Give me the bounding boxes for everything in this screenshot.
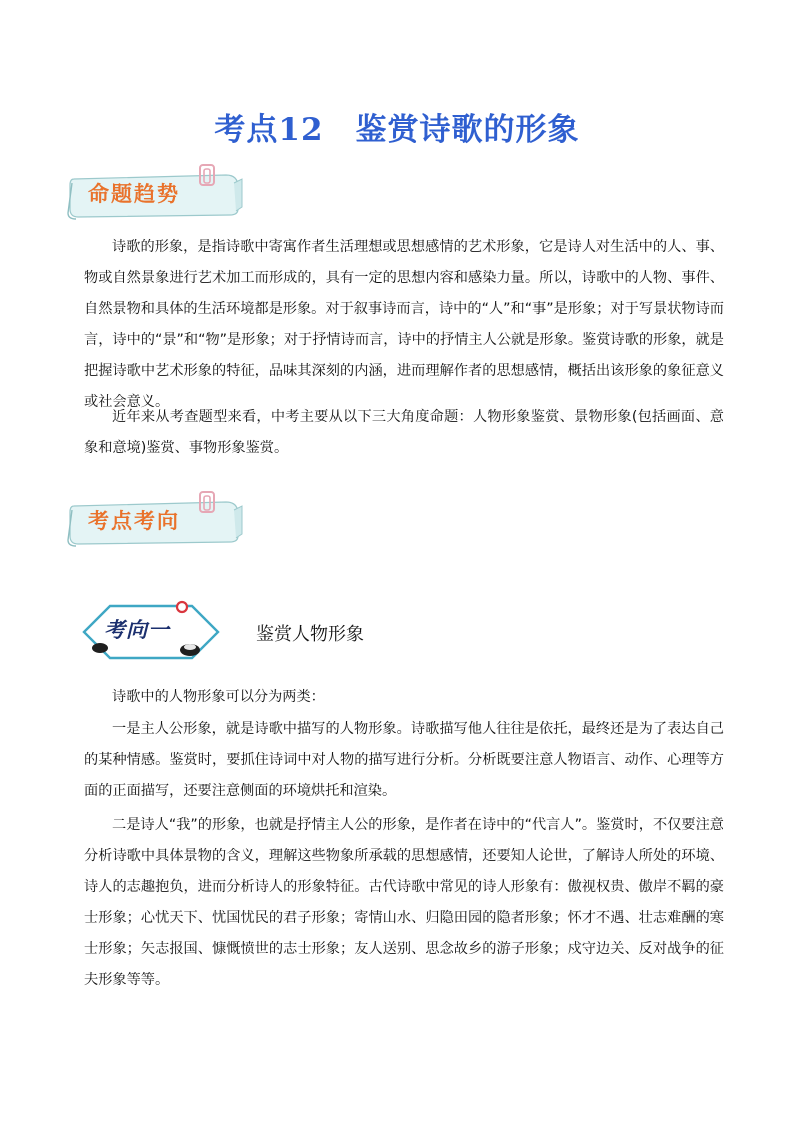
subsection-badge-label: 考向一 — [104, 617, 170, 642]
page-title: 考点12 鉴赏诗歌的形象 — [214, 112, 580, 148]
dot-icon — [92, 643, 108, 653]
subsection-paragraph-1: 一是主人公形象，就是诗歌中描写的人物形象。诗歌描写他人往往是依托，最终还是为了表达自己的某种情感。鉴赏时，要抓住诗词中对人物的描写进行分析。分析既要注意人物语言、动作、心理等方面的正面描写，还要注意侧面的环境烘托和渲染。 — [84, 721, 724, 799]
section-banner-trend — [66, 163, 246, 223]
dot-icon — [177, 602, 187, 612]
section-label-trend: 命题趋势 — [88, 182, 180, 206]
section-label-direction: 考点考向 — [88, 509, 180, 533]
intro-paragraph-2: 近年来从考查题型来看，中考主要从以下三大角度命题：人物形象鉴赏、景物形象(包括画面、意象和意境)鉴赏、事物形象鉴赏。 — [84, 409, 724, 456]
subsection-lead: 诗歌中的人物形象可以分为两类： — [112, 689, 325, 705]
subsection-title: 鉴赏人物形象 — [256, 624, 364, 645]
intro-paragraph-1: 诗歌的形象，是指诗歌中寄寓作者生活理想或思想感情的艺术形象，它是诗人对生活中的人、事、物或自然景象进行艺术加工而形成的，具有一定的思想内容和感染力量。所以，诗歌中的人物、事件、自然景物和具体的生活环境都是形象。对于叙事诗而言，诗中的“人”和“事”是形象；对于写景状物诗而言，诗中的“景”和“物”是形象；对于抒情诗而言，诗中的抒情主人公就是形象。鉴赏诗歌的形象，就是把握诗歌中艺术形象的特征，品味其深刻的内涵，进而理解作者的思想感情，概括出该形象的象征意义或社会意义。 — [84, 239, 724, 410]
subsection-heading — [80, 598, 400, 668]
section-banner-direction — [66, 490, 246, 550]
subsection-paragraph-2: 二是诗人“我”的形象，也就是抒情主人公的形象，是作者在诗中的“代言人”。鉴赏时，不仅要注意分析诗歌中具体景物的含义，理解这些物象所承载的思想感情，还要知人论世，了解诗人所处的环境、诗人的志趣抱负，进而分析诗人的形象特征。古代诗歌中常见的诗人形象有：傲视权贵、傲岸不羁的豪士形象；心忧天下、忧国忧民的君子形象；寄情山水、归隐田园的隐者形象；怀才不遇、壮志难酬的寒士形象；矢志报国、慷慨愤世的志士形象；友人送别、思念故乡的游子形象；戍守边关、反对战争的征夫形象等等。 — [84, 817, 724, 988]
